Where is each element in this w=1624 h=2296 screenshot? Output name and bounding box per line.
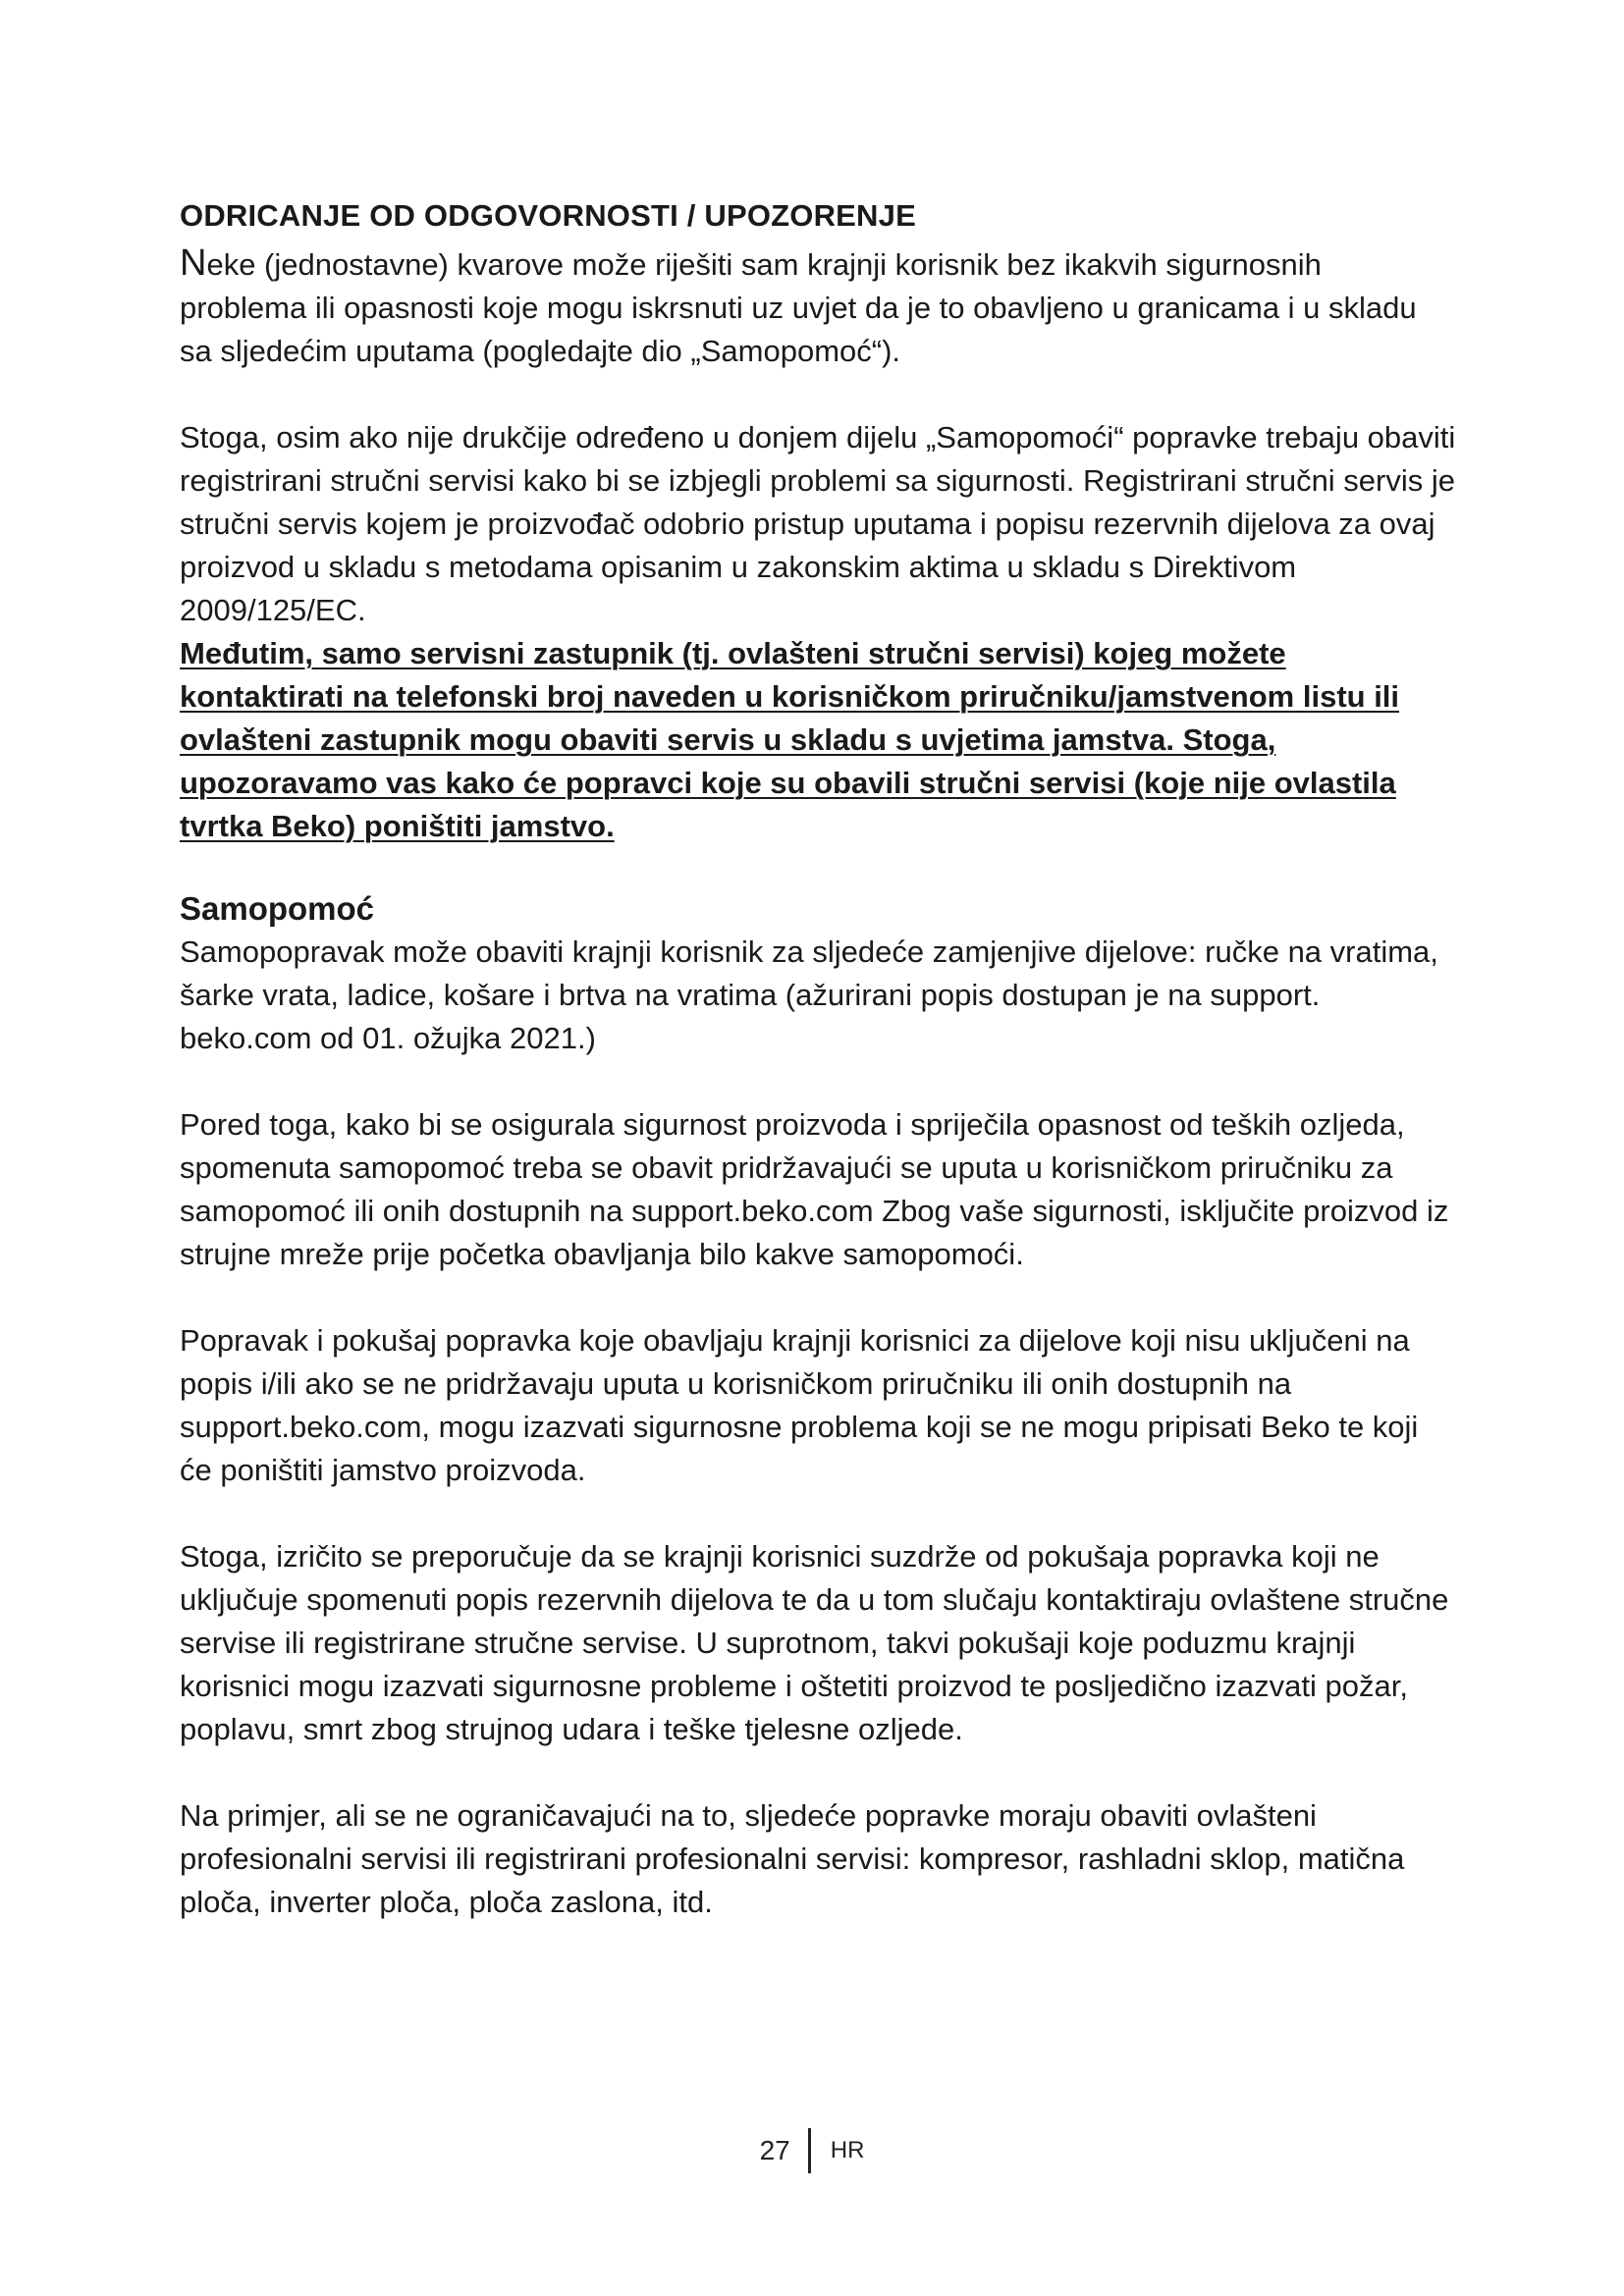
paragraph-repair-attempts: Popravak i pokušaj popravka koje obavljaju krajnji korisnici za dijelove koji nisu uključeni na popis i/ili ako se ne pridržavaju uputa u korisničkom priručniku ili onih dostupnih na support.beko.com, mogu izazvati sigurnosne problema koji se ne mogu pripisati Beko te koji će poništiti jamstvo proizvoda. (180, 1323, 1419, 1487)
intro-paragraph (180, 241, 1456, 373)
language-code: HR (830, 2137, 865, 2163)
paragraph-safety: Pored toga, kako bi se osigurala sigurnost proizvoda i spriječila opasnost od teških ozljeda, spomenuta samopomoć treba se obavit pridržavajući se uputa u korisničkom priručniku za samopomoć ili onih dostupnih na support.beko.com Zbog vaše sigurnosti, isključite proizvod iz strujne mreže prije početka obavljanja bilo kakve samopomoći. (180, 1107, 1449, 1271)
page-footer (0, 2128, 1624, 2173)
footer-divider (808, 2128, 811, 2173)
spacer (180, 1751, 1456, 1794)
page-number: 27 (759, 2135, 790, 2165)
paragraph-registered-service: Stoga, osim ako nije drukčije određeno u donjem dijelu „Samopomoći“ popravke trebaju obaviti registrirani stručni servisi kako bi se izbjegli problemi sa sigurnosti. Registrirani stručni servis je stručni servis kojem je proizvođač odobrio pristup uputama i popisu rezervnih dijelova za ovaj proizvod u skladu s metodama opisanim u zakonskim aktima u skladu s Direktivom 2009/125/EC. (180, 420, 1456, 627)
spacer (180, 1276, 1456, 1319)
intro-text: eke (jednostavne) kvarove može riješiti sam krajnji korisnik bez ikakvih sigurnosnih problema ili opasnosti koje mogu iskrsnuti uz uvjet da je to obavljeno u granicama i u skladu sa sljedećim uputama (pogledajte dio „Samopomoć“). (180, 247, 1417, 368)
intro-first-letter: N (180, 242, 207, 284)
warranty-warning: Međutim, samo servisni zastupnik (tj. ovlašteni stručni servisi) kojeg možete kontaktirati na telefonski broj naveden u korisničkom priručniku/jamstvenom listu ili ovlašteni zastupnik mogu obaviti servis u skladu s uvjetima jamstva. Stoga, upozoravamo vas kako će popravci koje su obavili stručni servisi (koje nije ovlastila tvrtka Beko) poništiti jamstvo. (180, 636, 1400, 843)
spacer (180, 373, 1456, 416)
paragraph-recommendation: Stoga, izričito se preporučuje da se krajnji korisnici suzdrže od pokušaja popravka koji ne uključuje spomenuti popis rezervnih dijelova te da u tom slučaju kontaktiraju ovlaštene stručne servise ili registrirane stručne servise. U suprotnom, takvi pokušaji koje poduzmu krajnji korisnici mogu izazvati sigurnosne probleme i oštetiti proizvod te posljedično izazvati požar, poplavu, smrt zbog strujnog udara i teške tjelesne ozljede. (180, 1539, 1449, 1746)
spacer (180, 1492, 1456, 1535)
document-body (180, 196, 1456, 1924)
self-help-line-1: Samopopravak može obaviti krajnji korisnik za sljedeće zamjenjive dijelove: ručke na vratima, (180, 934, 1438, 969)
self-help-line-2: šarke vrata, ladice, košare i brtva na vratima (ažurirani popis dostupan je na support. beko.com od 01. ožujka 2021.) (180, 978, 1321, 1055)
page-heading: ODRICANJE OD ODGOVORNOSTI / UPOZORENJE (180, 198, 916, 233)
spacer (180, 1060, 1456, 1103)
self-help-title: Samopomoć (180, 890, 375, 927)
paragraph-example: Na primjer, ali se ne ograničavajući na to, sljedeće popravke moraju obaviti ovlašteni profesionalni servisi ili registrirani profesionalni servisi: kompresor, rashladni sklop, matična ploča, inverter ploča, ploča zaslona, itd. (180, 1798, 1405, 1919)
